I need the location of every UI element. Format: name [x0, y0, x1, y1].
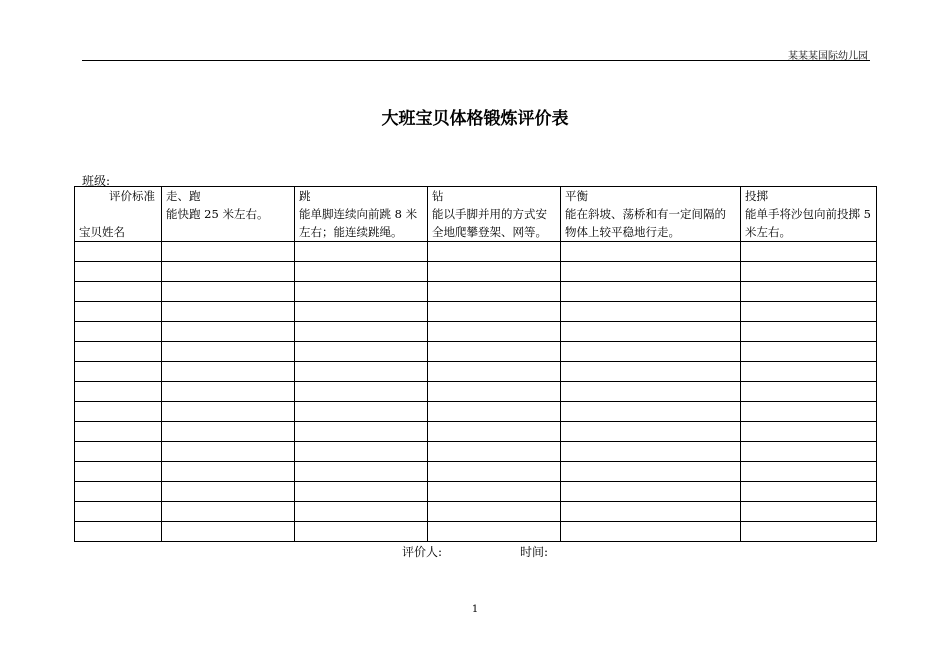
table-cell[interactable]	[561, 422, 741, 442]
column-header-jump	[295, 187, 428, 242]
table-cell[interactable]	[75, 422, 162, 442]
table-cell[interactable]	[75, 342, 162, 362]
table-body	[75, 242, 877, 542]
table-cell[interactable]	[162, 282, 295, 302]
table-cell[interactable]	[428, 482, 561, 502]
table-cell[interactable]	[75, 482, 162, 502]
table-row	[75, 282, 877, 302]
time-label: 时间:	[520, 545, 549, 559]
table-cell[interactable]	[75, 362, 162, 382]
table-cell[interactable]	[741, 402, 877, 422]
table-cell[interactable]	[428, 502, 561, 522]
table-cell[interactable]	[741, 362, 877, 382]
page-number: 1	[471, 604, 479, 615]
table-cell[interactable]	[75, 242, 162, 262]
table-cell[interactable]	[295, 422, 428, 442]
table-cell[interactable]	[162, 342, 295, 362]
table-cell[interactable]	[561, 362, 741, 382]
table-cell[interactable]	[428, 362, 561, 382]
table-cell[interactable]	[295, 262, 428, 282]
table-cell[interactable]	[162, 322, 295, 342]
column-name: 钻	[432, 189, 444, 203]
column-header-balance	[561, 187, 741, 242]
table-cell[interactable]	[741, 242, 877, 262]
table-row	[75, 442, 877, 462]
table-cell[interactable]	[561, 242, 741, 262]
table-cell[interactable]	[162, 522, 295, 542]
table-row	[75, 302, 877, 322]
table-row	[75, 502, 877, 522]
class-label: 班级:	[82, 174, 111, 188]
table-row	[75, 262, 877, 282]
table-cell[interactable]	[162, 262, 295, 282]
table-row	[75, 242, 877, 262]
criteria-label: 评价标准	[109, 189, 155, 203]
table-cell[interactable]	[75, 262, 162, 282]
column-desc: 能快跑 25 米左右。	[166, 207, 269, 221]
table-cell[interactable]	[741, 262, 877, 282]
table-cell[interactable]	[295, 282, 428, 302]
table-cell[interactable]	[75, 522, 162, 542]
table-cell[interactable]	[741, 522, 877, 542]
corner-cell	[75, 187, 162, 242]
table-cell[interactable]	[295, 302, 428, 322]
table-cell[interactable]	[741, 382, 877, 402]
table-cell[interactable]	[561, 282, 741, 302]
table-cell[interactable]	[428, 462, 561, 482]
table-cell[interactable]	[162, 402, 295, 422]
table-cell[interactable]	[295, 342, 428, 362]
table-cell[interactable]	[741, 342, 877, 362]
table-cell[interactable]	[561, 482, 741, 502]
table-cell[interactable]	[295, 442, 428, 462]
table-cell[interactable]	[561, 462, 741, 482]
table-row	[75, 322, 877, 342]
table-cell[interactable]	[162, 422, 295, 442]
table-header-row	[75, 187, 877, 242]
table-cell[interactable]	[428, 282, 561, 302]
table-cell[interactable]	[428, 422, 561, 442]
table-cell[interactable]	[561, 342, 741, 362]
table-cell[interactable]	[162, 382, 295, 402]
table-row	[75, 362, 877, 382]
table-cell[interactable]	[741, 322, 877, 342]
column-header-walk-run	[162, 187, 295, 242]
column-header-crawl	[428, 187, 561, 242]
table-row	[75, 522, 877, 542]
table-cell[interactable]	[428, 402, 561, 422]
table-cell[interactable]	[295, 382, 428, 402]
table-cell[interactable]	[561, 522, 741, 542]
table-cell[interactable]	[428, 262, 561, 282]
table-cell[interactable]	[428, 242, 561, 262]
table-cell[interactable]	[75, 442, 162, 462]
table-cell[interactable]	[295, 462, 428, 482]
table-cell[interactable]	[162, 502, 295, 522]
table-cell[interactable]	[561, 442, 741, 462]
column-desc: 能以手脚并用的方式安全地爬攀登架、网等。	[432, 207, 547, 239]
table-cell[interactable]	[428, 342, 561, 362]
table-cell[interactable]	[741, 422, 877, 442]
table-cell[interactable]	[295, 362, 428, 382]
table-cell[interactable]	[561, 262, 741, 282]
table-cell[interactable]	[741, 462, 877, 482]
table-cell[interactable]	[561, 302, 741, 322]
table-row	[75, 342, 877, 362]
table-cell[interactable]	[741, 482, 877, 502]
table-cell[interactable]	[295, 522, 428, 542]
table-cell[interactable]	[561, 322, 741, 342]
table-row	[75, 482, 877, 502]
table-row	[75, 422, 877, 442]
header-org-name: 某某某国际幼儿园	[788, 51, 868, 62]
column-name: 走、跑	[166, 189, 201, 203]
table-cell[interactable]	[162, 462, 295, 482]
evaluation-table	[74, 186, 877, 542]
table-cell[interactable]	[561, 402, 741, 422]
child-name-label: 宝贝姓名	[79, 225, 125, 239]
column-desc: 能在斜坡、荡桥和有一定间隔的物体上较平稳地行走。	[565, 207, 726, 239]
table-cell[interactable]	[295, 242, 428, 262]
table-cell[interactable]	[428, 382, 561, 402]
table-cell[interactable]	[295, 322, 428, 342]
table-cell[interactable]	[162, 362, 295, 382]
table-cell[interactable]	[428, 302, 561, 322]
table-cell[interactable]	[428, 522, 561, 542]
column-header-throw	[741, 187, 877, 242]
table-cell[interactable]	[741, 502, 877, 522]
table-cell[interactable]	[75, 502, 162, 522]
table-cell[interactable]	[428, 322, 561, 342]
table-row	[75, 382, 877, 402]
table-cell[interactable]	[75, 462, 162, 482]
evaluator-label: 评价人:	[402, 545, 443, 559]
table-cell[interactable]	[162, 302, 295, 322]
table-cell[interactable]	[741, 442, 877, 462]
page-title: 大班宝贝体格锻炼评价表	[381, 109, 569, 129]
table-cell[interactable]	[561, 382, 741, 402]
table-cell[interactable]	[428, 442, 561, 462]
table-cell[interactable]	[75, 302, 162, 322]
column-name: 投掷	[745, 189, 768, 203]
table-cell[interactable]	[295, 482, 428, 502]
table-cell[interactable]	[75, 322, 162, 342]
table-cell[interactable]	[162, 242, 295, 262]
table-row	[75, 462, 877, 482]
table-cell[interactable]	[162, 482, 295, 502]
column-name: 跳	[299, 189, 311, 203]
header-divider	[82, 60, 870, 61]
table-row	[75, 402, 877, 422]
table-cell[interactable]	[741, 302, 877, 322]
table-cell[interactable]	[75, 402, 162, 422]
table-cell[interactable]	[561, 502, 741, 522]
column-desc: 能单脚连续向前跳 8 米左右；能连续跳绳。	[299, 207, 418, 239]
table-cell[interactable]	[162, 442, 295, 462]
table-cell[interactable]	[75, 282, 162, 302]
table-cell[interactable]	[295, 402, 428, 422]
table-cell[interactable]	[295, 502, 428, 522]
table-cell[interactable]	[741, 282, 877, 302]
table-cell[interactable]	[75, 382, 162, 402]
column-name: 平衡	[565, 189, 588, 203]
column-desc: 能单手将沙包向前投掷 5 米左右。	[745, 207, 871, 239]
